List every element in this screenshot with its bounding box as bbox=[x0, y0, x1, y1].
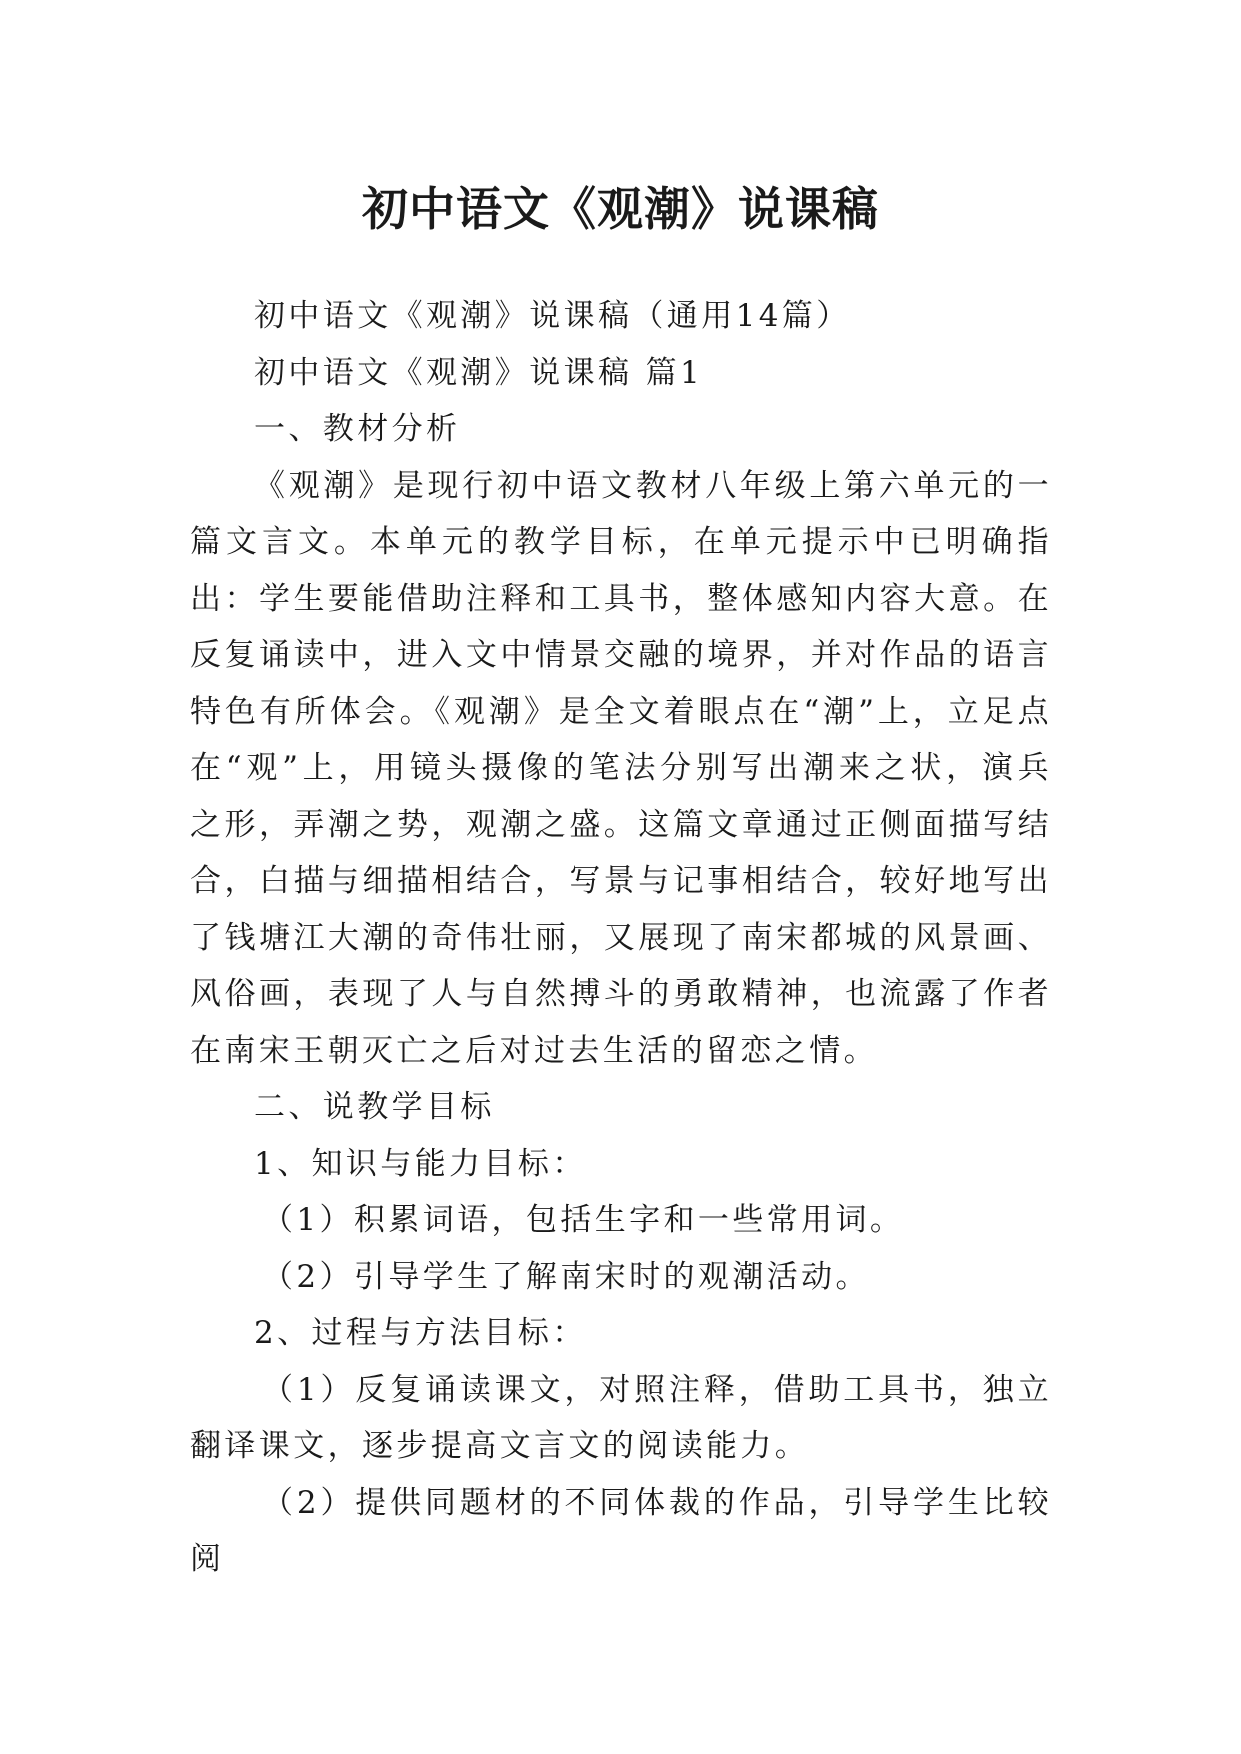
section-heading-part-1: 初中语文《观潮》说课稿 篇1 bbox=[254, 354, 704, 391]
list-item-knowledge-2: （2）引导学生了解南宋时的观潮活动。 bbox=[262, 1258, 870, 1295]
subtitle-line: 初中语文《观潮》说课稿（通用14篇） bbox=[254, 298, 851, 334]
document-title: 初中语文《观潮》说课稿 bbox=[362, 181, 879, 236]
document-body bbox=[190, 288, 1052, 1588]
paragraph-textbook-analysis: 《观潮》是现行初中语文教材八年级上第六单元的一篇文言文。本单元的教学目标，在单元提示中已明确指出：学生要能借助注释和工具书，整体感知内容大意。在反复诵读中，进入文中情景交融的境界，并对作品的语言特色有所体会。《观潮》是全文着眼点在“潮”上，立足点在“观”上，用镜头摄像的笔法分别写出潮来之状，演兵之形，弄潮之势，观潮之盛。这篇文章通过正侧面描写结合，白描与细描相结合，写景与记事相结合，较好地写出了钱塘江大潮的奇伟壮丽，又展现了南宋都城的风景画、风俗画，表现了人与自然搏斗的勇敢精神，也流露了作者在南宋王朝灭亡之后对过去生活的留恋之情。 bbox=[190, 467, 1052, 1069]
list-item-knowledge-1: （1）积累词语，包括生字和一些常用词。 bbox=[262, 1202, 905, 1238]
list-item-process-1: （1）反复诵读课文，对照注释，借助工具书，独立翻译课文，逐步提高文言文的阅读能力。 bbox=[190, 1371, 1052, 1464]
heading-textbook-analysis: 一、教材分析 bbox=[254, 411, 461, 447]
heading-process-goals: 2、过程与方法目标： bbox=[254, 1315, 587, 1351]
heading-knowledge-goals: 1、知识与能力目标： bbox=[254, 1145, 587, 1182]
heading-teaching-goals: 二、说教学目标 bbox=[254, 1089, 495, 1125]
list-item-process-2: （2）提供同题材的不同体裁的作品，引导学生比较阅 bbox=[190, 1484, 1052, 1577]
